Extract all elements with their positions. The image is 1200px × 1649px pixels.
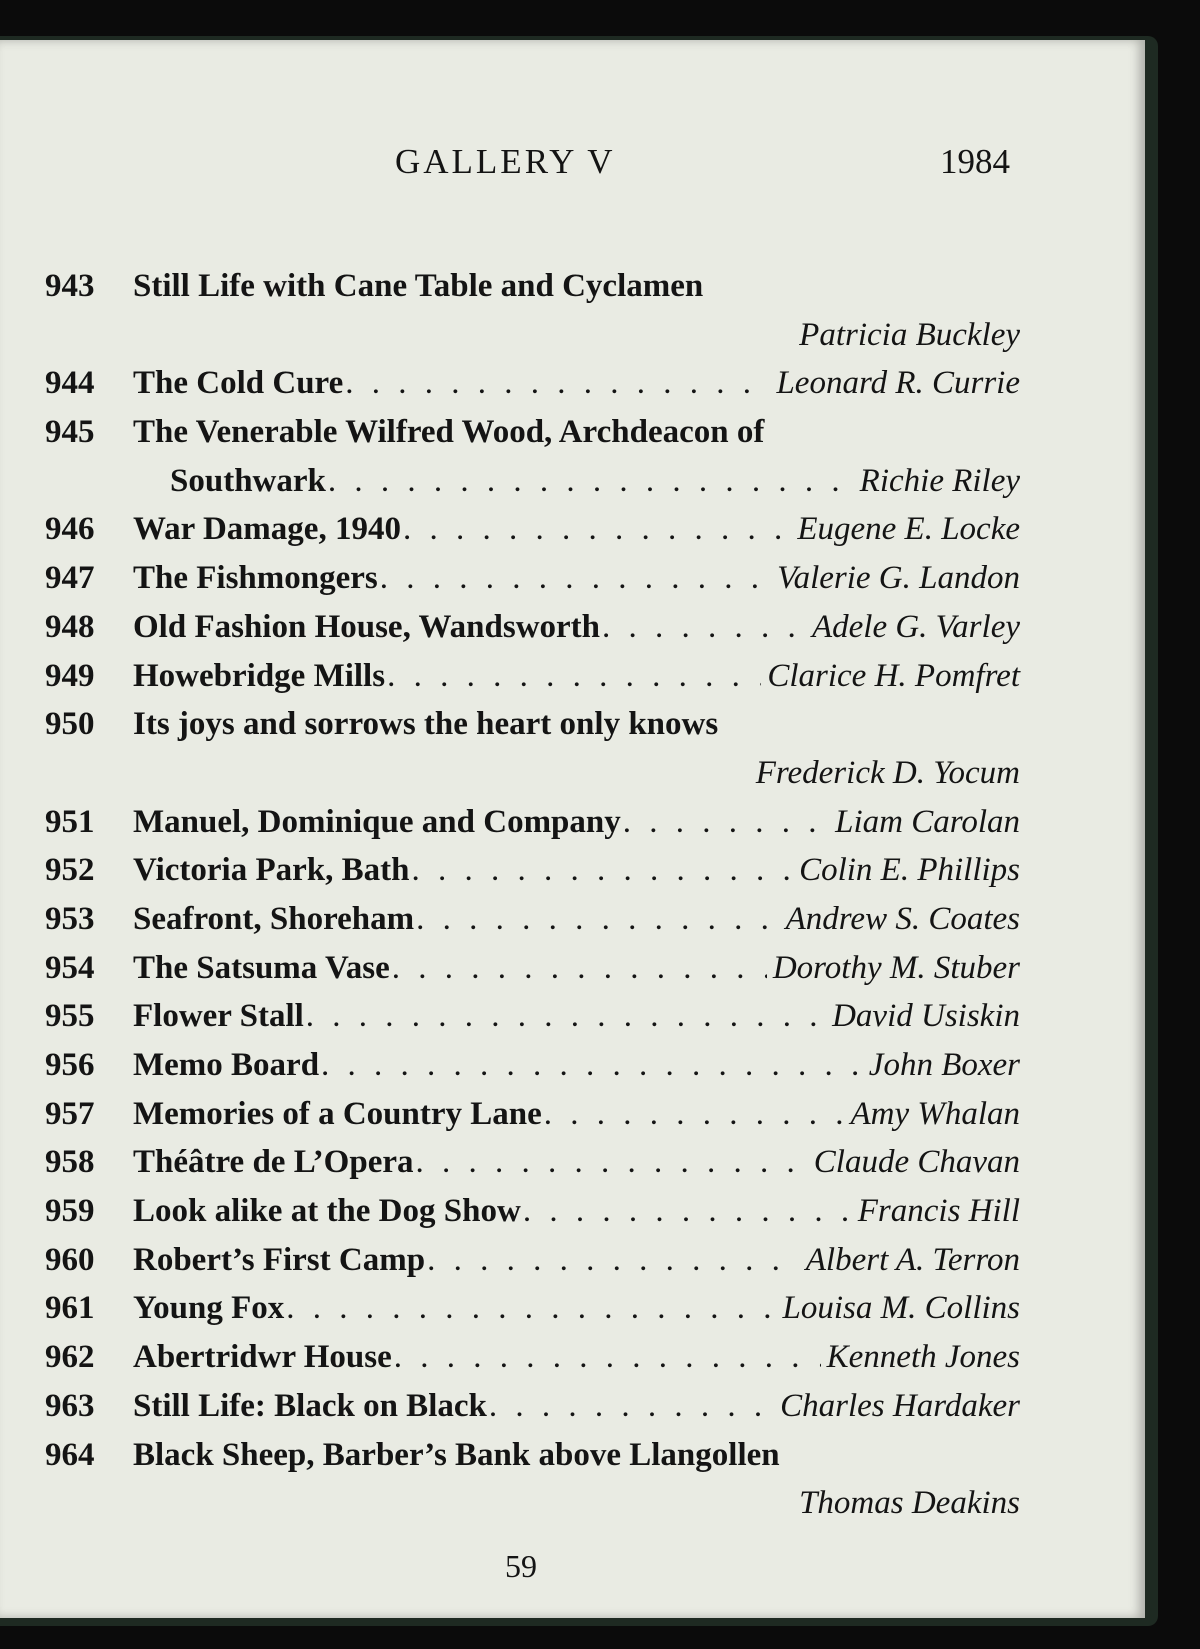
entry-944: [0, 359, 1020, 408]
entry-number: 944: [45, 365, 95, 402]
entry-title: Old Fashion House, Wandsworth: [133, 608, 601, 645]
leader-dots: [523, 1187, 852, 1235]
entry-956: [0, 1041, 1020, 1090]
leader-dots: [415, 1138, 807, 1186]
entry-number: 956: [45, 1047, 95, 1083]
entry-artist: Thomas Deakins: [799, 1485, 1020, 1522]
leader-dots: [321, 1041, 863, 1089]
entry-950: [0, 700, 1020, 749]
entry-artist: Claude Chavan: [813, 1144, 1020, 1181]
leader-dots: [623, 798, 829, 846]
running-header: [0, 142, 1145, 202]
entry-artist: Dorothy M. Stuber: [772, 949, 1020, 986]
entry-number: 961: [45, 1290, 95, 1327]
entry-945: [0, 408, 1020, 457]
entry-artist: Amy Whalan: [850, 1095, 1020, 1132]
entry-943: [0, 262, 1020, 311]
entry-number: 955: [45, 998, 95, 1035]
entry-number: 949: [45, 657, 95, 694]
entry-artist: Colin E. Phillips: [799, 852, 1020, 889]
entry-artist: Louisa M. Collins: [782, 1290, 1020, 1327]
entry-artist: Valerie G. Landon: [777, 560, 1020, 597]
entry-artist: Eugene E. Locke: [797, 511, 1020, 548]
leader-dots: [416, 895, 780, 943]
entry-artist: Kenneth Jones: [826, 1339, 1020, 1376]
entry-list: [0, 262, 1145, 1528]
entry-title: Memories of a Country Lane: [133, 1095, 542, 1132]
entry-number: 953: [45, 900, 95, 937]
entry-title: Memo Board: [133, 1047, 320, 1083]
entry-number: 951: [45, 803, 95, 840]
entry-title: The Fishmongers: [133, 560, 378, 597]
entry-954: [0, 944, 1020, 993]
leader-dots: [403, 505, 791, 553]
entry-title: Still Life: Black on Black: [133, 1387, 487, 1424]
entry-952: [0, 846, 1020, 895]
entry-950-artist-line: [0, 749, 1020, 798]
entry-title: The Cold Cure: [133, 365, 344, 402]
entry-title: Flower Stall: [133, 998, 304, 1035]
entry-number: 957: [45, 1095, 95, 1132]
entry-963: [0, 1382, 1020, 1431]
entry-artist: Adele G. Varley: [811, 608, 1020, 645]
entry-number: 952: [45, 852, 95, 889]
entry-artist: Clarice H. Pomfret: [767, 657, 1020, 694]
leader-dots: [412, 846, 794, 894]
entry-number: 963: [45, 1387, 95, 1424]
entry-title: Abertridwr House: [133, 1339, 392, 1376]
entry-number: 947: [45, 560, 95, 597]
entry-title: Howebridge Mills: [133, 657, 386, 694]
entry-title: Victoria Park, Bath: [133, 852, 410, 889]
entry-number: 959: [45, 1193, 95, 1230]
entry-964-artist-line: [0, 1479, 1020, 1528]
entry-951: [0, 798, 1020, 847]
leader-dots: [286, 1284, 776, 1332]
entry-number: 960: [45, 1241, 95, 1278]
entry-number: 954: [45, 949, 95, 986]
entry-title-continuation: Southwark: [170, 462, 326, 499]
entry-artist: Frederick D. Yocum: [755, 754, 1020, 791]
leader-dots: [544, 1090, 845, 1138]
entry-artist: Richie Riley: [859, 462, 1020, 499]
entry-949: [0, 652, 1020, 701]
leader-dots: [394, 1333, 821, 1381]
leader-dots: [345, 359, 770, 407]
leader-dots: [602, 603, 806, 651]
entry-number: 964: [45, 1436, 95, 1473]
entry-946: [0, 505, 1020, 554]
entry-title: Black Sheep, Barber’s Bank above Llangollen: [133, 1436, 780, 1473]
entry-number: 958: [45, 1144, 95, 1181]
page-number: 59: [505, 1548, 537, 1584]
leader-dots: [489, 1382, 774, 1430]
entry-945-continuation: [0, 457, 1020, 506]
entry-artist: Liam Carolan: [835, 803, 1020, 840]
entry-961: [0, 1284, 1020, 1333]
entry-artist: David Usiskin: [832, 998, 1020, 1035]
entry-artist: John Boxer: [868, 1047, 1020, 1083]
entry-artist: Francis Hill: [857, 1193, 1020, 1230]
entry-title: Its joys and sorrows the heart only knows: [133, 706, 719, 743]
entry-artist: Patricia Buckley: [799, 316, 1020, 353]
entry-957: [0, 1090, 1020, 1139]
entry-title: The Satsuma Vase: [133, 949, 390, 986]
entry-964: [0, 1431, 1020, 1480]
entry-artist: Leonard R. Currie: [776, 365, 1020, 402]
entry-artist: Charles Hardaker: [780, 1387, 1020, 1424]
entry-title: Robert’s First Camp: [133, 1241, 426, 1278]
entry-title: Look alike at the Dog Show: [133, 1193, 521, 1230]
leader-dots: [328, 457, 854, 505]
entry-title: Young Fox: [133, 1290, 285, 1327]
catalogue-page: [0, 40, 1145, 1618]
entry-artist: Albert A. Terron: [805, 1241, 1020, 1278]
entry-number: 948: [45, 608, 95, 645]
entry-artist: Andrew S. Coates: [785, 900, 1020, 937]
entry-title: War Damage, 1940: [133, 511, 401, 548]
entry-948: [0, 603, 1020, 652]
leader-dots: [427, 1236, 800, 1284]
entry-955: [0, 992, 1020, 1041]
entry-title: The Venerable Wilfred Wood, Archdeacon of: [133, 414, 765, 451]
entry-title: Still Life with Cane Table and Cyclamen: [133, 268, 704, 304]
leader-dots: [380, 554, 771, 602]
entry-958: [0, 1138, 1020, 1187]
entry-number: 945: [45, 414, 95, 451]
entry-959: [0, 1187, 1020, 1236]
entry-953: [0, 895, 1020, 944]
entry-title: Manuel, Dominique and Company: [133, 803, 621, 840]
leader-dots: [387, 652, 761, 700]
entry-number: 950: [45, 706, 95, 743]
entry-title: Théâtre de L’Opera: [133, 1144, 414, 1181]
leader-dots: [392, 944, 767, 992]
entry-number: 962: [45, 1339, 95, 1376]
leader-dots: [306, 992, 826, 1040]
gallery-heading: GALLERY V: [395, 142, 616, 181]
year-label: 1984: [940, 142, 1010, 181]
entry-960: [0, 1236, 1020, 1285]
entry-number: 946: [45, 511, 95, 548]
entry-title: Seafront, Shoreham: [133, 900, 415, 937]
entry-number: 943: [45, 268, 95, 304]
entry-947: [0, 554, 1020, 603]
entry-943-artist-line: [0, 311, 1020, 360]
entry-962: [0, 1333, 1020, 1382]
